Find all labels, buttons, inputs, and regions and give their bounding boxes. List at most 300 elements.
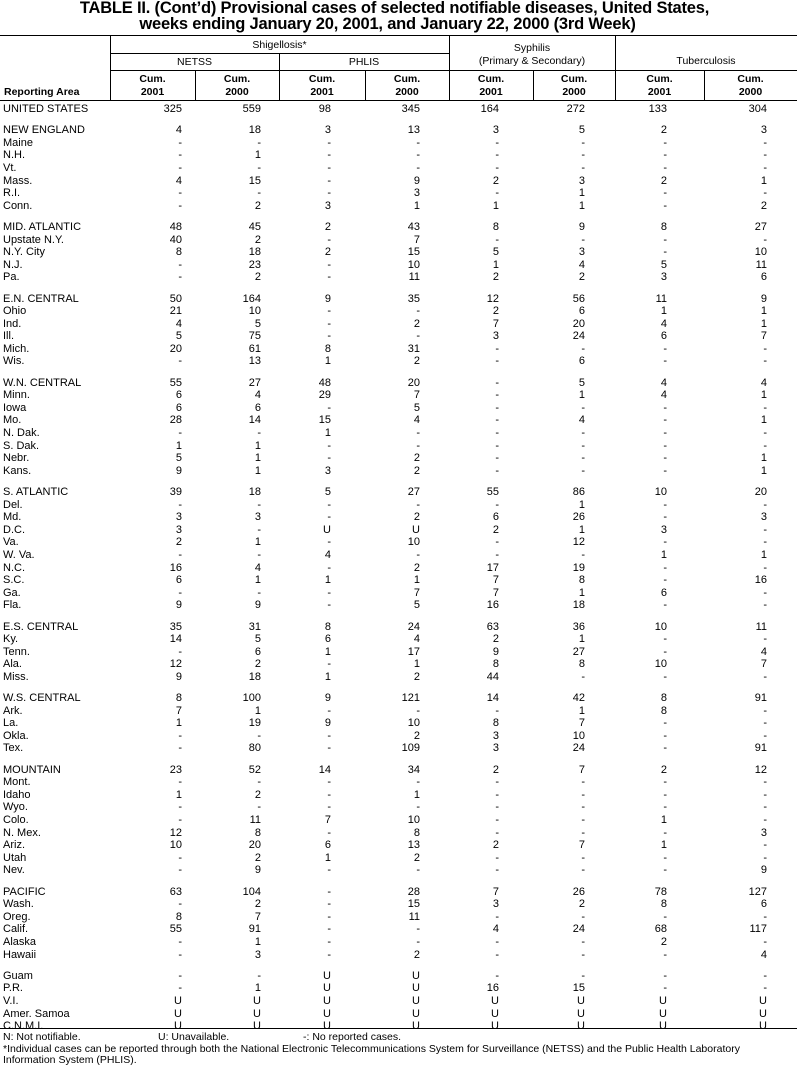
value-cell: 2	[760, 199, 767, 212]
value-cell: -	[178, 427, 182, 440]
value-cell: 28	[169, 414, 182, 427]
value-cell: U	[412, 994, 420, 1007]
value-cell: 1	[254, 452, 261, 465]
value-cell: 15	[407, 246, 420, 259]
table-row	[0, 864, 797, 877]
value-cell: 10	[654, 658, 667, 671]
value-cell: 55	[486, 486, 499, 498]
value-cell: -	[327, 898, 331, 911]
value-cell: 4	[175, 124, 182, 137]
reporting-area-cell: E.S. CENTRAL	[3, 620, 79, 633]
table-row	[0, 511, 797, 524]
value-cell: 4	[413, 414, 420, 427]
value-cell: -	[763, 233, 767, 246]
value-cell: 4	[760, 948, 767, 961]
value-cell: 7	[413, 389, 420, 402]
table-row	[0, 705, 797, 718]
value-cell: -	[178, 161, 182, 174]
value-cell: 304	[748, 103, 767, 115]
value-cell: 7	[760, 330, 767, 343]
value-cell: -	[763, 717, 767, 730]
value-cell: 15	[318, 414, 331, 427]
value-cell: 2	[254, 199, 261, 212]
value-cell: 14	[486, 692, 499, 705]
value-cell: U	[174, 1007, 182, 1020]
value-cell: 6	[175, 401, 182, 414]
value-cell: 3	[492, 330, 499, 343]
value-cell: -	[663, 574, 667, 587]
value-cell: 9	[254, 864, 261, 877]
value-cell: 7	[578, 717, 585, 730]
value-cell: 3	[578, 174, 585, 187]
reporting-area-cell: Wis.	[3, 355, 25, 368]
value-cell: -	[763, 851, 767, 864]
table-row	[0, 377, 797, 390]
value-cell: 13	[248, 355, 261, 368]
reporting-area-cell: Colo.	[3, 814, 29, 827]
table-row	[0, 389, 797, 402]
value-cell: -	[763, 704, 767, 717]
table-row	[0, 536, 797, 549]
value-cell: 50	[169, 292, 182, 305]
value-cell: 2	[413, 948, 420, 961]
reporting-area-cell: Va.	[3, 536, 19, 549]
value-cell: 6	[175, 389, 182, 402]
table-row	[0, 440, 797, 453]
value-cell: -	[257, 776, 261, 789]
value-cell: 18	[248, 486, 261, 498]
value-cell: -	[663, 452, 667, 465]
value-cell: 3	[492, 124, 499, 137]
value-cell: 6	[492, 511, 499, 524]
value-cell: -	[581, 969, 585, 982]
value-cell: 1	[413, 788, 420, 801]
value-cell: -	[763, 969, 767, 982]
value-cell: 3	[254, 511, 261, 524]
value-cell: 5	[413, 599, 420, 612]
reporting-area-cell: Ky.	[3, 633, 19, 646]
value-cell: -	[763, 355, 767, 368]
table-row	[0, 692, 797, 705]
value-cell: -	[495, 704, 499, 717]
reporting-area-cell: R.I.	[3, 187, 21, 200]
value-cell: -	[495, 536, 499, 549]
value-cell: 3	[175, 523, 182, 536]
footnote-unavailable: U: Unavailable.	[158, 1031, 230, 1043]
reporting-area-cell: Tex.	[3, 742, 24, 755]
value-cell: -	[416, 864, 420, 877]
reporting-area-cell: Fla.	[3, 599, 22, 612]
reporting-area-cell: Guam	[3, 969, 33, 982]
value-cell: 2	[492, 305, 499, 318]
table-row	[0, 574, 797, 587]
table-row	[0, 599, 797, 612]
value-cell: -	[416, 548, 420, 561]
value-cell: -	[581, 826, 585, 839]
value-cell: 3	[492, 742, 499, 755]
value-cell: U	[759, 1020, 767, 1033]
value-cell: 4	[578, 258, 585, 271]
table-row	[0, 621, 797, 634]
value-cell: -	[257, 187, 261, 200]
value-cell: U	[491, 994, 499, 1007]
value-cell: -	[495, 548, 499, 561]
value-cell: 10	[248, 305, 261, 318]
value-cell: -	[663, 717, 667, 730]
table-row	[0, 343, 797, 356]
value-cell: -	[495, 342, 499, 355]
table-body	[0, 103, 797, 1033]
value-cell: 6	[578, 305, 585, 318]
value-cell: 1	[760, 452, 767, 465]
value-cell: -	[178, 258, 182, 271]
value-cell: -	[178, 814, 182, 827]
table-row	[0, 103, 797, 116]
value-cell: -	[581, 161, 585, 174]
value-cell: -	[327, 511, 331, 524]
value-cell: -	[327, 885, 331, 898]
value-cell: -	[416, 498, 420, 511]
value-cell: -	[416, 330, 420, 343]
table-row	[0, 234, 797, 247]
value-cell: 1	[660, 305, 667, 318]
value-cell: 4	[175, 174, 182, 187]
value-cell: -	[495, 776, 499, 789]
value-cell: 1	[254, 536, 261, 549]
value-cell: 8	[175, 246, 182, 259]
value-cell: 20	[248, 839, 261, 852]
value-cell: 5	[660, 258, 667, 271]
value-cell: 3	[492, 729, 499, 742]
value-cell: U	[174, 994, 182, 1007]
table-row	[0, 187, 797, 200]
value-cell: -	[663, 776, 667, 789]
value-cell: -	[763, 439, 767, 452]
value-cell: U	[174, 1020, 182, 1033]
table-title-line-2: weeks ending January 20, 2001, and January 22, 2000 (3rd Week)	[139, 15, 636, 33]
value-cell: 2	[254, 851, 261, 864]
value-cell: U	[412, 1007, 420, 1020]
value-cell: 2	[660, 763, 667, 776]
value-cell: 1	[254, 149, 261, 162]
value-cell: 3	[660, 523, 667, 536]
table-row	[0, 414, 797, 427]
value-cell: -	[257, 548, 261, 561]
reporting-area-cell: Ind.	[3, 317, 22, 330]
value-cell: -	[327, 136, 331, 149]
header-phlis: PHLIS	[348, 56, 380, 68]
value-cell: 1	[578, 523, 585, 536]
value-cell: -	[763, 670, 767, 683]
value-cell: -	[327, 586, 331, 599]
value-cell: 6	[324, 633, 331, 646]
reporting-area-cell: D.C.	[3, 523, 25, 536]
value-cell: 1	[578, 389, 585, 402]
value-cell: -	[763, 401, 767, 414]
value-cell: -	[663, 561, 667, 574]
value-cell: -	[495, 401, 499, 414]
value-cell: U	[323, 1007, 331, 1020]
col-header-year: 2001	[479, 86, 503, 98]
table-row	[0, 465, 797, 478]
value-cell: 91	[754, 692, 767, 705]
reporting-area-cell: Vt.	[3, 161, 17, 174]
value-cell: -	[327, 439, 331, 452]
value-cell: -	[663, 851, 667, 864]
value-cell: -	[257, 161, 261, 174]
value-cell: 5	[175, 452, 182, 465]
value-cell: 44	[486, 670, 499, 683]
value-cell: 45	[248, 220, 261, 233]
value-cell: 9	[324, 717, 331, 730]
value-cell: 21	[169, 305, 182, 318]
value-cell: 1	[578, 498, 585, 511]
value-cell: -	[663, 826, 667, 839]
value-cell: -	[178, 776, 182, 789]
value-cell: 80	[248, 742, 261, 755]
value-cell: -	[663, 910, 667, 923]
value-cell: 6	[660, 330, 667, 343]
reporting-area-cell: W. Va.	[3, 548, 35, 561]
reporting-area-cell: Ark.	[3, 704, 23, 717]
value-cell: 10	[407, 814, 420, 827]
value-cell: -	[495, 414, 499, 427]
value-cell: 39	[169, 486, 182, 498]
value-cell: -	[495, 788, 499, 801]
value-cell: 1	[254, 982, 261, 995]
value-cell: 3	[760, 511, 767, 524]
table-row	[0, 646, 797, 659]
value-cell: 3	[413, 187, 420, 200]
value-cell: -	[663, 233, 667, 246]
table-row	[0, 949, 797, 962]
header-syphilis-sub: (Primary & Secondary)	[478, 55, 586, 67]
value-cell: -	[257, 136, 261, 149]
value-cell: -	[663, 187, 667, 200]
value-cell: 11	[655, 292, 667, 305]
value-cell: 2	[254, 271, 261, 284]
reporting-area-cell: Wash.	[3, 898, 34, 911]
table-row	[0, 162, 797, 175]
value-cell: 1	[254, 935, 261, 948]
col-header-cum: Cum.	[139, 73, 166, 85]
value-cell: 133	[648, 103, 667, 115]
value-cell: 63	[169, 885, 182, 898]
value-cell: -	[327, 742, 331, 755]
value-cell: 1	[760, 464, 767, 477]
value-cell: -	[581, 401, 585, 414]
table-row	[0, 658, 797, 671]
value-cell: 8	[578, 574, 585, 587]
value-cell: 16	[754, 574, 767, 587]
footnote-no-cases: -: No reported cases.	[303, 1031, 402, 1043]
reporting-area-cell: Idaho	[3, 788, 31, 801]
value-cell: -	[178, 935, 182, 948]
value-cell: 1	[324, 355, 331, 368]
reporting-area-cell: N.Y. City	[3, 246, 45, 259]
reporting-area-cell: W.S. CENTRAL	[3, 692, 81, 705]
value-cell: -	[581, 864, 585, 877]
value-cell: -	[763, 776, 767, 789]
value-cell: -	[581, 548, 585, 561]
value-cell: 42	[572, 692, 585, 705]
value-cell: 14	[169, 633, 182, 646]
value-cell: 9	[324, 292, 331, 305]
value-cell: 2	[413, 561, 420, 574]
value-cell: 2	[324, 220, 331, 233]
table-row	[0, 970, 797, 983]
value-cell: 24	[572, 742, 585, 755]
value-cell: 2	[492, 174, 499, 187]
value-cell: 9	[175, 599, 182, 612]
table-footnotes	[3, 1032, 793, 1067]
table-row	[0, 839, 797, 852]
value-cell: 4	[413, 633, 420, 646]
value-cell: -	[663, 969, 667, 982]
value-cell: 1	[660, 814, 667, 827]
value-cell: -	[178, 149, 182, 162]
value-cell: 3	[578, 246, 585, 259]
value-cell: -	[495, 948, 499, 961]
value-cell: 48	[169, 220, 182, 233]
value-cell: 1	[660, 548, 667, 561]
value-cell: 31	[407, 342, 420, 355]
table-row	[0, 764, 797, 777]
table-row	[0, 499, 797, 512]
value-cell: 27	[248, 376, 261, 389]
value-cell: -	[581, 814, 585, 827]
value-cell: -	[495, 389, 499, 402]
reporting-area-cell: MID. ATLANTIC	[3, 220, 82, 233]
value-cell: -	[495, 969, 499, 982]
table-row	[0, 982, 797, 995]
value-cell: 3	[175, 511, 182, 524]
value-cell: 2	[413, 851, 420, 864]
value-cell: 104	[242, 885, 261, 898]
table-row	[0, 549, 797, 562]
value-cell: -	[763, 561, 767, 574]
value-cell: 12	[754, 763, 767, 776]
value-cell: -	[178, 199, 182, 212]
value-cell: 27	[572, 645, 585, 658]
value-cell: 5	[175, 330, 182, 343]
value-cell: 4	[492, 923, 499, 936]
col-header-cum: Cum.	[737, 73, 764, 85]
value-cell: -	[495, 814, 499, 827]
value-cell: -	[763, 136, 767, 149]
value-cell: 98	[318, 103, 331, 115]
reporting-area-cell: Amer. Samoa	[3, 1007, 70, 1020]
value-cell: 16	[169, 561, 182, 574]
value-cell: -	[178, 948, 182, 961]
value-cell: 4	[254, 389, 261, 402]
value-cell: 35	[169, 620, 182, 633]
value-cell: 8	[660, 898, 667, 911]
value-cell: -	[416, 704, 420, 717]
value-cell: 1	[254, 574, 261, 587]
value-cell: U	[253, 1020, 261, 1033]
value-cell: -	[327, 561, 331, 574]
value-cell: 11	[755, 620, 767, 633]
value-cell: -	[763, 910, 767, 923]
value-cell: 8	[660, 704, 667, 717]
value-cell: 1	[578, 633, 585, 646]
value-cell: 2	[660, 124, 667, 137]
value-cell: 40	[169, 233, 182, 246]
value-cell: 15	[407, 898, 420, 911]
table-row	[0, 742, 797, 755]
value-cell: 1	[324, 427, 331, 440]
value-cell: 3	[760, 124, 767, 137]
value-cell: -	[327, 826, 331, 839]
value-cell: -	[763, 982, 767, 995]
value-cell: 6	[660, 586, 667, 599]
value-cell: -	[178, 136, 182, 149]
value-cell: -	[257, 729, 261, 742]
header-tuberculosis: Tuberculosis	[676, 55, 736, 67]
value-cell: 1	[254, 464, 261, 477]
reporting-area-cell: MOUNTAIN	[3, 763, 61, 776]
value-cell: 7	[413, 586, 420, 599]
value-cell: 6	[254, 645, 261, 658]
value-cell: -	[763, 161, 767, 174]
value-cell: 7	[492, 574, 499, 587]
value-cell: 4	[175, 317, 182, 330]
value-cell: -	[763, 801, 767, 814]
col-header-year: 2000	[225, 86, 249, 98]
value-cell: 100	[242, 692, 261, 705]
value-cell: 2	[324, 246, 331, 259]
reporting-area-cell: Upstate N.Y.	[3, 233, 64, 246]
value-cell: 2	[413, 317, 420, 330]
value-cell: 1	[324, 574, 331, 587]
value-cell: 48	[318, 376, 331, 389]
reporting-area-cell: Ga.	[3, 586, 21, 599]
value-cell: -	[763, 586, 767, 599]
table-row	[0, 827, 797, 840]
table-row	[0, 814, 797, 827]
reporting-area-cell: Ohio	[3, 305, 27, 318]
value-cell: 12	[169, 658, 182, 671]
value-cell: -	[178, 864, 182, 877]
value-cell: -	[178, 355, 182, 368]
header-bottom-rule	[0, 100, 797, 101]
value-cell: -	[327, 187, 331, 200]
value-cell: 11	[249, 814, 261, 827]
value-cell: -	[581, 910, 585, 923]
value-cell: 11	[408, 910, 420, 923]
table-row	[0, 293, 797, 306]
value-cell: -	[178, 982, 182, 995]
reporting-area-cell: N.H.	[3, 149, 25, 162]
value-cell: 10	[407, 258, 420, 271]
value-cell: -	[663, 670, 667, 683]
value-cell: 26	[572, 885, 585, 898]
col-header-cum: Cum.	[393, 73, 421, 85]
value-cell: 2	[413, 355, 420, 368]
value-cell: 2	[492, 633, 499, 646]
table-row	[0, 886, 797, 899]
value-cell: 27	[754, 220, 767, 233]
value-cell: 7	[760, 658, 767, 671]
value-cell: -	[581, 427, 585, 440]
col-header-cum: Cum.	[646, 73, 673, 85]
value-cell: 1	[760, 317, 767, 330]
reporting-area-cell: Calif.	[3, 923, 29, 936]
table-row	[0, 330, 797, 343]
value-cell: -	[581, 342, 585, 355]
value-cell: -	[327, 305, 331, 318]
